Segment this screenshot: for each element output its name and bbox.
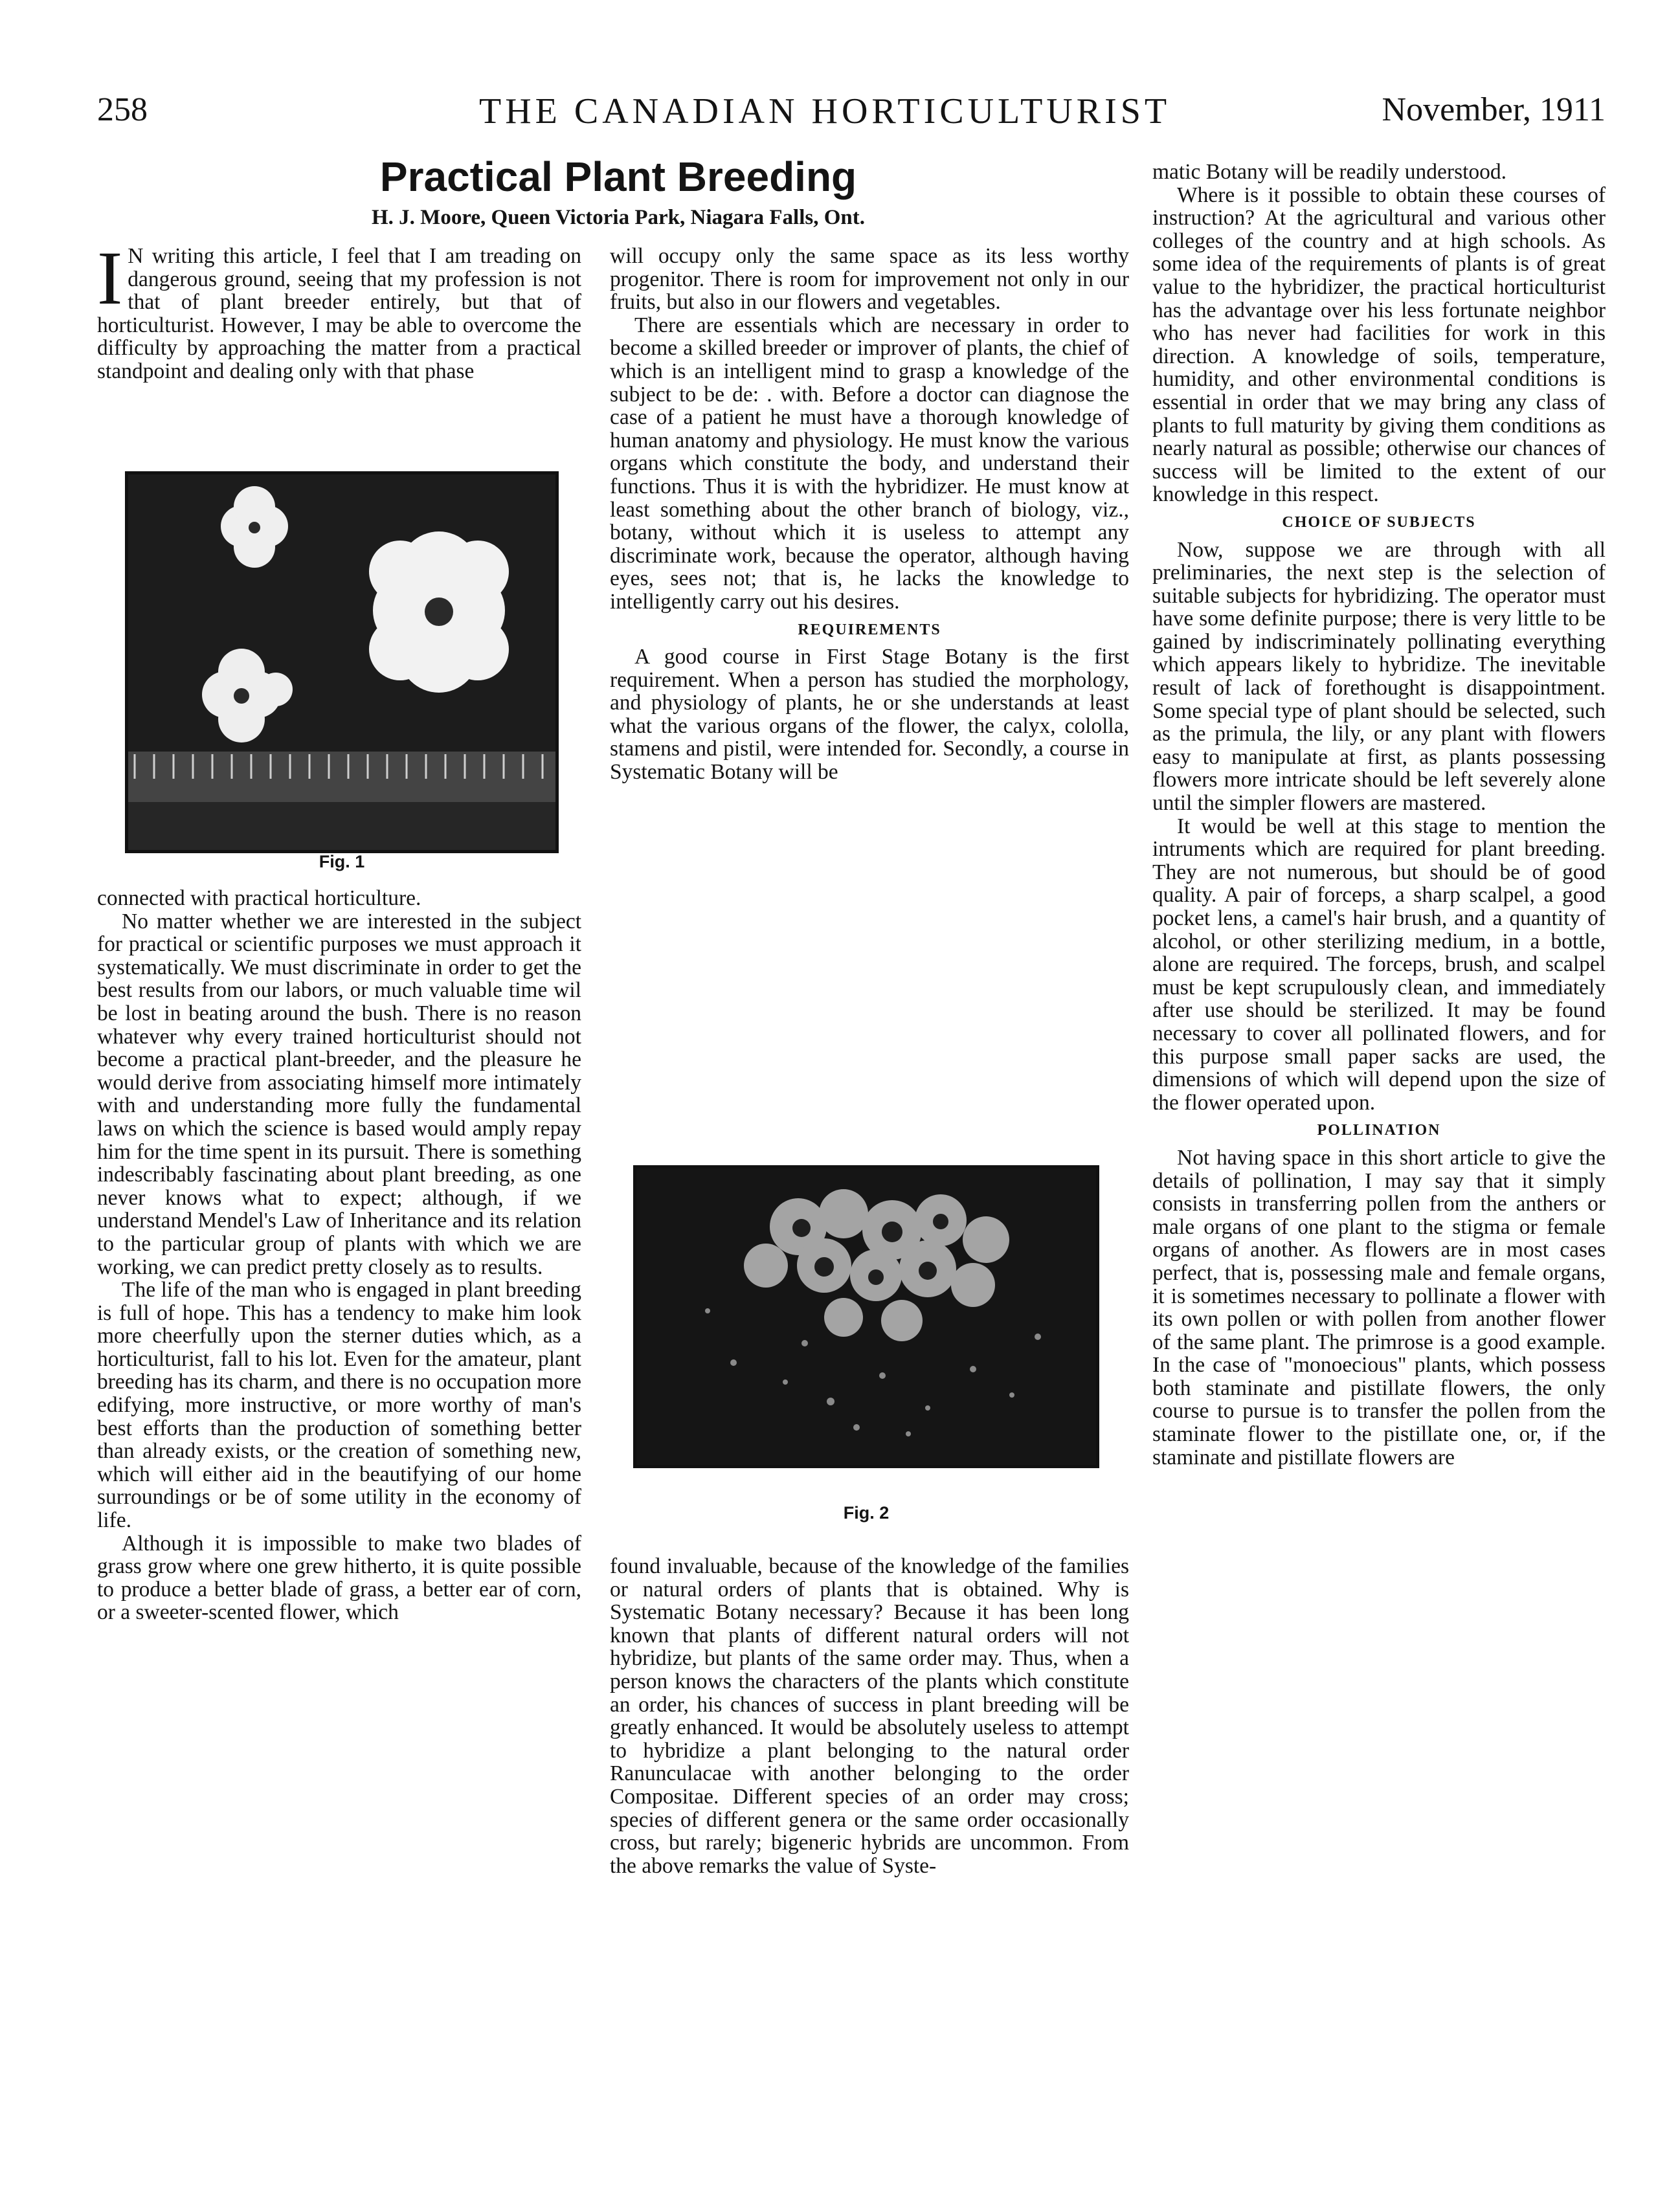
page-header	[97, 91, 1606, 142]
column-2-bottom	[610, 1555, 1129, 1877]
figure-1-flowers-photo	[125, 471, 559, 853]
paragraph: Now, suppose we are through with all preliminaries, the next step is the selection of suitable subjects for hybridizing. The operator must have some definite purpose; there is very little to be gained by indiscriminately pollinating everything which appears likely to hybridize. The inevitable result of lack of forethought is disappointment. Some special type of plant should be selected, such as the primula, the lily, or any plant with flowers easy to manipulate at first, as plants possessing flowers more intricate should be left severely alone until the simpler flowers are mastered.	[1152, 537, 1606, 816]
subheading-choice-of-subjects: CHOICE OF SUBJECTS	[1282, 513, 1476, 531]
page-number: 258	[97, 91, 148, 128]
paragraph: There are essentials which are necessary in order to become a skilled breeder or improver of plants, the chief of which is an intelligent mind to grasp a knowledge of the subject to be de: . with. Before a doctor can diagnose the case of a patient he must have a thorough knowledge of human anatomy and physiology. He must know the various organs which constitute the body, and understand their functions. Thus it is with the hybridizer. He must know at least something about the other branch of biology, viz., botany, without which it is useless to attempt any discriminate work, because the operator, although having eyes, sees not; that is, he lacks the knowledge to intelligently carry out his desires.	[610, 313, 1129, 614]
article-byline: H. J. Moore, Queen Victoria Park, Niagara Falls, Ont.	[372, 206, 865, 229]
issue-date: November, 1911	[1382, 91, 1606, 128]
column-3	[1152, 161, 1606, 1469]
paragraph: Although it is impossible to make two blades of grass grow where one grew hitherto, it is quite possible to produce a better blade of grass, a better ear of corn, or a sweeter-scented flower, which	[97, 1531, 581, 1625]
column-1-bottom	[97, 887, 581, 1624]
journal-title: THE CANADIAN HORTICULTURIST	[479, 91, 1171, 131]
paragraph: will occupy only the same space as its less worthy progenitor. There is room for improvement not only in our fruits, but also in our flowers and vegetables.	[610, 244, 1129, 315]
paragraph: Not having space in this short article to give the details of pollination, I may say that it simply consists in transferring pollen from the anthers or male organs of one plant to the stigma or female organs of another. As flowers are in most cases perfect, that is, possessing male and female organs, it is sometimes necessary to pollinate a flower with its own pollen or with pollen from another flower of the same plant. The primrose is a good example. In the case of "monoecious" plants, which possess both staminate and pistillate flowers, the only course to pursue is to transfer the pollen from the staminate flower to the pistillate one, or, if the staminate and pistillate flowers are	[1152, 1145, 1606, 1469]
flower-photo-graphic	[128, 474, 555, 850]
figure-2-caption: Fig. 2	[843, 1503, 890, 1523]
figure-1-caption: Fig. 1	[319, 852, 365, 871]
column-1-top	[97, 236, 581, 383]
paragraph: A good course in First Stage Botany is the first requirement. When a person has studied the morphology, and physiology of plants, he or she understands at least what the various organs of the flower, the calyx, cololla, stamens and pistil, were intended for. Secondly, a course in Systematic Botany will be	[610, 645, 1129, 785]
article-title: Practical Plant Breeding	[379, 153, 857, 200]
subheading-requirements: REQUIREMENTS	[798, 621, 941, 638]
subheading-pollination: POLLINATION	[1317, 1122, 1441, 1139]
drop-cap: I	[97, 236, 123, 320]
paragraph: found invaluable, because of the knowledge of the families or natural orders of plants that is obtained. Why is Systematic Botany necessary? Because it has been long known that plants of different natural orders will not hybridize, but plants of the same order may. Thus, when a person knows the characters of the plants which constitute an order, his chances of success in plant breeding will be greatly enhanced. It would be absolutely useless to attempt to hybridize a plant belonging to the natural order Ranunculacae with another belonging to the order Compositae. Different species of an order may cross; species of different genera or the same order occasionally cross, but rarely; bigeneric hybrids are uncommon. From the above remarks the value of Syste-	[610, 1554, 1129, 1878]
figure-2-flowers-photo	[633, 1165, 1099, 1468]
paragraph: The life of the man who is engaged in plant breeding is full of hope. This has a tendency to make him look more cheerfully upon the sterner duties which, as a horticulturist, fall to his lot. Even for the amateur, plant breeding has its charm, and there is no occupation more edifying, more instructive, or more worthy of man's best efforts than the production of something better than already exists, or the creation of something new, which will either aid in the beautifying of our home surroundings or be of some utility in the economy of life.	[97, 1278, 581, 1533]
column-2-top	[610, 245, 1129, 784]
flower-cluster-graphic	[636, 1168, 1096, 1465]
paragraph: matic Botany will be readily understood.	[1152, 160, 1507, 184]
paragraph: Where is it possible to obtain these courses of instruction? At the agricultural and various other colleges of the country and at high schools. As some idea of the requirements of plants is of great value to the hybridizer, the practical horticulturist has the advantage over his less fortunate neighbor who has never had facilities for work in this direction. A knowledge of soils, temperature, humidity, and other environmental conditions is essential in order that we may bring any class of plants to full maturity by giving them conditions as nearly natural as possible; otherwise our chances of success will be limited to the extent of our knowledge in this respect.	[1152, 183, 1606, 507]
paragraph	[97, 236, 581, 383]
paragraph-text: N writing this article, I feel that I am treading on dangerous ground, seeing that my profession is not that of plant breeder entirely, but that of horticulturist. However, I may be able to overcome the difficulty by approaching the matter from a practical standpoint and dealing only with that phase	[97, 244, 581, 383]
paragraph: No matter whether we are interested in the subject for practical or scientific purposes we must approach it systematically. We must discriminate in order to get the best results from our labors, or much valuable time wil be lost in beating around the bush. There is no reason whatever why every trained horticulturist should not become a practical plant-breeder, and the pleasure he would derive from associating himself more intimately with and understanding more fully the fundamental laws on which the science is based would amply repay him for the time spent in its pursuit. There is something indescribably fascinating about plant breeding, as one never knows what to expect; although, if we understand Mendel's Law of Inheritance and its relation to the particular group of plants with which we are working, we can predict pretty closely as to results.	[97, 909, 581, 1279]
paragraph: connected with practical horticulture.	[97, 886, 421, 910]
flower-large	[369, 531, 509, 693]
paragraph: It would be well at this stage to mention the intruments which are required for plant breeding. They are not numerous, but should be of good quality. A pair of forceps, a sharp scalpel, a good pocket lens, a camel's hair brush, and a quantity of alcohol, or other sterilizing medium, in a bottle, alone are required. The forceps, brush, and scalpel must be kept scrupulously clean, and immediately after use should be sterilized. It may be found necessary to cover all pollinated flowers, and for this purpose small paper sacks are used, the dimensions of which will depend upon the size of the flower operated upon.	[1152, 814, 1606, 1115]
